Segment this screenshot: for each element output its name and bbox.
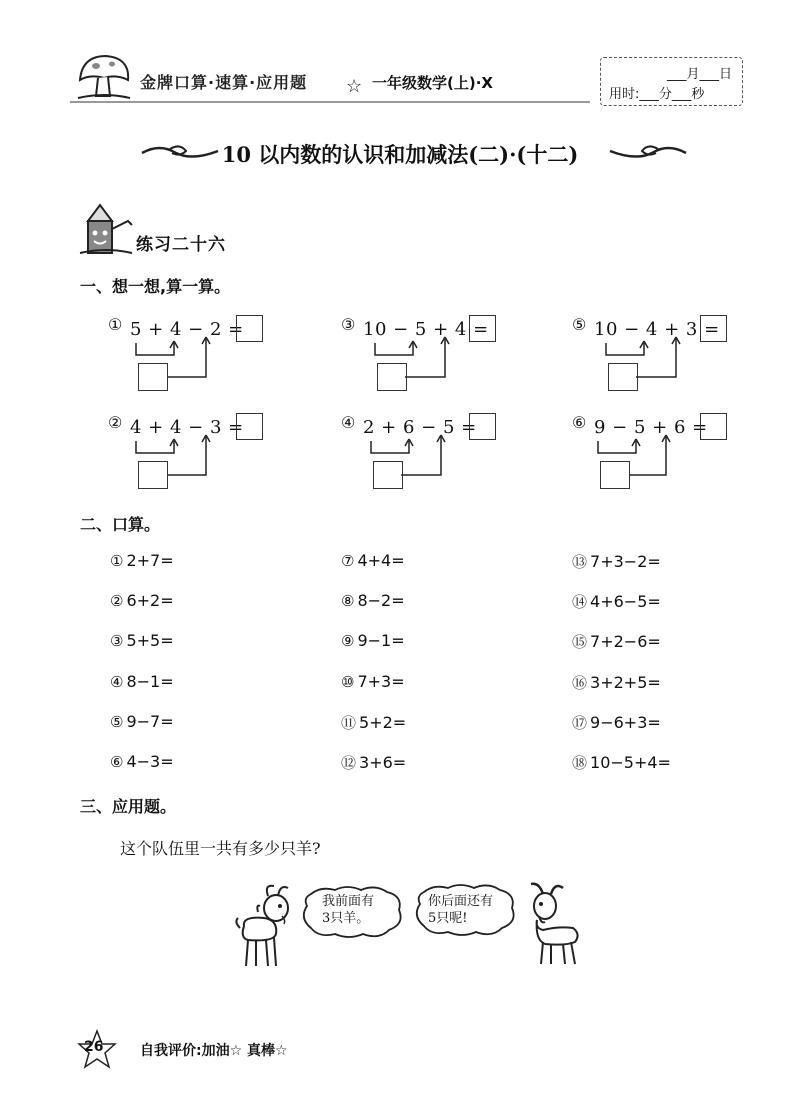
mushroom-logo-icon	[76, 52, 132, 102]
self-evaluation: 自我评价:加油☆ 真棒☆	[140, 1043, 288, 1059]
time-record-box	[600, 57, 743, 106]
star-icon: ☆	[346, 76, 363, 97]
problem-number: ③	[341, 315, 356, 334]
problem-number: ①	[108, 315, 123, 334]
exercise-label: 练习二十六	[136, 235, 226, 255]
bracket-arrow-icon	[572, 413, 762, 503]
oral-item: ⑤ 9−7=	[110, 712, 174, 731]
bracket-arrow-icon	[341, 315, 531, 405]
problem-expression: 4 + 4 − 3 =	[130, 417, 244, 438]
oral-item: ⑬ 7+3−2=	[572, 552, 661, 571]
problem-expression: 9 − 5 + 6 =	[594, 417, 708, 438]
intermediate-box[interactable]	[138, 461, 168, 489]
problem-expression: 10 − 5 + 4 =	[363, 319, 489, 340]
oral-item: ⑦ 4+4=	[341, 551, 405, 570]
oral-item: ⑩ 7+3=	[341, 672, 405, 691]
chain-problem-3	[341, 315, 531, 405]
bracket-arrow-icon	[108, 413, 298, 503]
chapter-title: 10 以内数的认识和加减法(二)·(十二)	[221, 142, 579, 167]
oral-item: ⑫ 3+6=	[341, 753, 407, 772]
oral-item: ① 2+7=	[110, 551, 174, 570]
goat-left-icon	[230, 882, 300, 972]
series-title: 金牌口算·速算·应用题	[140, 73, 308, 92]
oral-item: ⑭ 4+6−5=	[572, 592, 661, 611]
problem-number: ④	[341, 413, 356, 432]
bracket-arrow-icon	[572, 315, 762, 405]
chain-problem-4	[341, 413, 531, 503]
goat-right-icon	[515, 880, 585, 970]
part1-heading: 一、想一想,算一算。	[80, 277, 231, 296]
problem-expression: 2 + 6 − 5 =	[363, 417, 477, 438]
oral-item: ② 6+2=	[110, 591, 174, 610]
oral-item: ④ 8−1=	[110, 672, 174, 691]
speech-bubble-left-text: 我前面有 3只羊。	[322, 894, 375, 926]
oral-item: ⑪ 5+2=	[341, 713, 407, 732]
chain-problem-1	[108, 315, 298, 405]
part2-heading: 二、口算。	[80, 515, 161, 534]
problem-expression: 10 − 4 + 3 =	[594, 319, 720, 340]
header-divider	[70, 101, 590, 103]
chain-problem-5	[572, 315, 762, 405]
intermediate-box[interactable]	[608, 363, 638, 391]
oral-item: ⑱ 10−5+4=	[572, 753, 671, 772]
oral-item: ⑧ 8−2=	[341, 591, 405, 610]
chain-problem-2	[108, 413, 298, 503]
grade-title: 一年级数学(上)·X	[372, 74, 493, 92]
oral-item: ⑮ 7+2−6=	[572, 632, 661, 651]
oral-item: ⑰ 9−6+3=	[572, 713, 661, 732]
oral-item: ⑯ 3+2+5=	[572, 673, 661, 692]
oral-item: ③ 5+5=	[110, 631, 174, 650]
intermediate-box[interactable]	[600, 461, 630, 489]
time-used-field: 用时:___分___秒	[609, 87, 705, 102]
right-swirl-ornament-icon	[608, 141, 688, 163]
chain-problem-6	[572, 413, 762, 503]
intermediate-box[interactable]	[138, 363, 168, 391]
part3-heading: 三、应用题。	[80, 797, 177, 816]
oral-item: ⑥ 4−3=	[110, 752, 174, 771]
intermediate-box[interactable]	[373, 461, 403, 489]
date-field: ___月___日	[666, 67, 732, 82]
oral-item: ⑨ 9−1=	[341, 631, 405, 650]
problem-number: ②	[108, 413, 123, 432]
problem-number: ⑤	[572, 315, 587, 334]
speech-bubble-right-text: 你后面还有 5只呢!	[428, 894, 494, 926]
problem-expression: 5 + 4 − 2 =	[130, 319, 244, 340]
bracket-arrow-icon	[108, 315, 298, 405]
problem-number: ⑥	[572, 413, 587, 432]
page-number: 26	[84, 1039, 104, 1055]
bracket-arrow-icon	[341, 413, 531, 503]
word-problem-question: 这个队伍里一共有多少只羊?	[120, 839, 321, 858]
pencil-mascot-icon	[78, 203, 134, 259]
intermediate-box[interactable]	[377, 363, 407, 391]
